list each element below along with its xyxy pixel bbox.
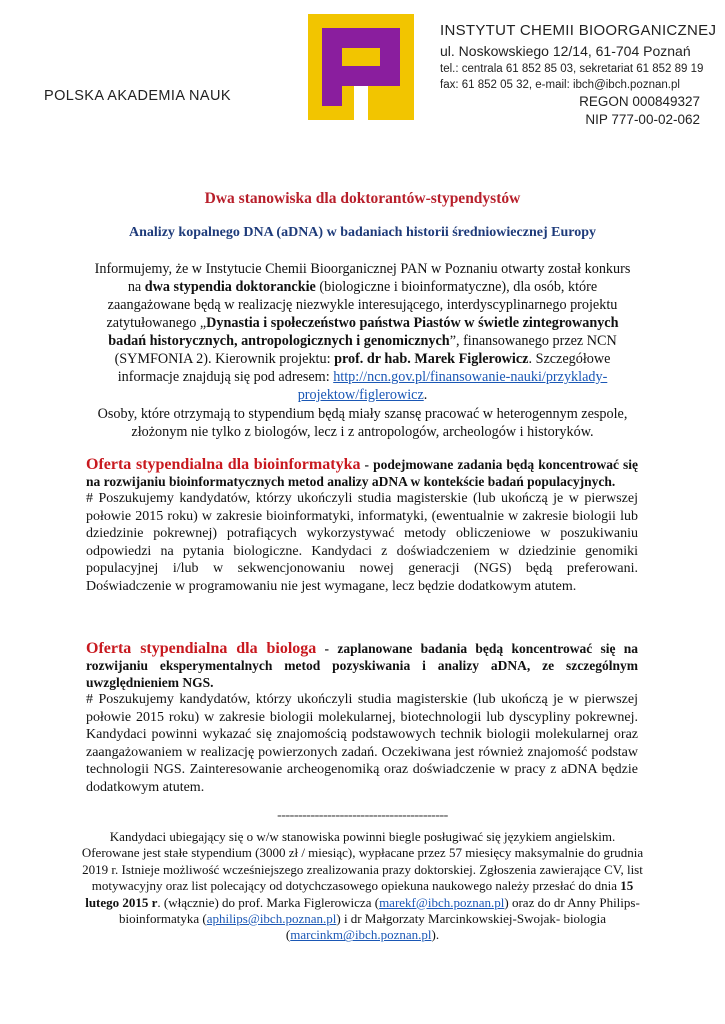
offer-biologist-heading [86,640,638,691]
offer-dash: - [316,641,338,656]
offer-dash: - [360,457,374,472]
footer-text-5: ). [431,927,440,943]
offer-bioinformatician-lead: podejmowane zadania będą koncentrować się na rozwijaniu bioinformatycznych metod analizy aDNA w kontekście badań populacyjnych. [86,457,638,489]
project-link[interactable]: http://ncn.gov.pl/finansowanie-nauki/przyklady-projektow/figlerowicz [297,369,608,403]
offer-bioinformatician [86,456,638,595]
project-title: Dynastia i społeczeństwo państwa Piastów w świetle zintegrowanych badań historycznych, antropologicznych i genomicznych [108,315,619,349]
institute-regon: REGON 000849327 [579,94,700,109]
separator: ----------------------------------------- [277,808,448,823]
email-link-marekf[interactable]: marekf@ibch.poznan.pl [379,894,505,910]
institute-name: INSTYTUT CHEMII BIOORGANICZNEJ [440,22,717,39]
institute-address: ul. Noskowskiego 12/14, 61-704 Poznań [440,43,691,59]
project-leader: prof. dr hab. Marek Figlerowicz [334,351,529,367]
offer-bioinformatician-heading [86,456,638,490]
offer-bioinformatician-title: Oferta stypendialna dla bioinformatyka [86,456,361,473]
offer-biologist-lead: zaplanowane badania będą koncentrować się na rozwijaniu eksperymentalnych metod pozyskiwania i analizy aDNA, ze szczególnym uwzględnieniem NGS. [86,641,638,690]
institute-info [440,20,717,129]
offer-biologist-body: # Poszukujemy kandydatów, którzy ukończyli studia magisterskie (lub ukończą je w pierwszej połowie 2015 roku) w zakresie biologii molekularnej, biotechnologii lub dyscypliny pokrewnej. Kandydaci powinni wykazać się znajomością podstawowych technik biologii molekularnej oraz zaangażowaniem w realizację powierzonych zadań. Oczekiwana jest również znajomość podstaw technologii NGS. Zainteresowanie archeogenomiką oraz doświadczenie w pracy z aDNA będzie dodatkowym atutem. [86,692,638,795]
footer-paragraph [80,829,645,944]
email-link-marcinkm[interactable]: marcinkm@ibch.poznan.pl [290,927,432,943]
deadline-date: 15 lutego 2015 r [85,878,634,910]
team-paragraph: Osoby, które otrzymają to stypendium będą miały szansę pracować w heterogennym zespole, złożonym nie tylko z biologów, lecz i z antropologów, archeologów i historyków. [97,406,628,440]
page-title: Dwa stanowiska dla doktorantów-stypendystów [204,190,521,207]
intro-text-1: Informujemy, że w Instytucie Chemii Bioorganicznej PAN w Poznaniu otwarty został konkurs na [94,261,631,295]
intro-bold-1: dwa stypendia doktoranckie [144,279,316,295]
intro-text-4: . Szczegółowe informacje znajdują się pod adresem: [117,351,611,385]
footer-text-4: ) i dr Małgorzaty Marcinkowskiej-Swojak- biologia ( [285,911,607,943]
intro-text-2: (biologiczne i bioinformatyczne), dla osób, które zaangażowane będą w realizację niezwykle interesującego, interdyscyplinarnego projektu zatytułowanego „ [106,279,618,331]
institute-nip: NIP 777-00-02-062 [585,112,700,127]
academy-name: POLSKA AKADEMIA NAUK [44,88,231,104]
offer-biologist-title: Oferta stypendialna dla biologa [86,640,317,657]
page-subtitle: Analizy kopalnego DNA (aDNA) w badaniach historii średniowiecznej Europy [129,225,596,240]
email-link-aphilips[interactable]: aphilips@ibch.poznan.pl [206,911,337,927]
offer-bioinformatician-body: # Poszukujemy kandydatów, którzy ukończyli studia magisterskie (lub ukończą je w pierwszej połowie 2015 roku) w zakresie bioinformatyki, informatyki, (ewentualnie w zakresie biologii lub dziedzinie pokrewnej) potrafiących wykorzystywać metody obliczeniowe w poszukiwaniu odpowiedzi na pytania biologiczne. Kandydaci z doświadczeniem w dziedzinie genomiki populacyjnej i/lub w sekwencjonowaniu nowej generacji (NGS) będą preferowani. Doświadczenie w programowaniu nie jest wymagane, lecz będzie dodatkowym atutem. [86,491,638,594]
footer-text-3: ) oraz do dr Anny Philips- bioinformatyka ( [118,894,640,927]
intro-text-3: ”, finansowanego przez NCN (SYMFONIA 2). Kierownik projektu: [114,333,617,367]
intro-paragraph [90,260,635,404]
intro-text-5: . [423,387,428,403]
footer-text-1: Kandydaci ubiegający się o w/w stanowiska powinni biegle posługiwać się językiem angielskim. Oferowane jest stałe stypendium (3000 zł / miesiąc), wypłacane przez 57 miesięcy maksymalnie do grudnia 2019 r. Istnieje możliwość wcześniejszego zrealizowania prazy doktorskiej. Zgłoszenia zawierające CV, list motywacyjny oraz list polecający od dotychczasowego opiekuna naukowego należy przesłać do dnia [81,829,644,894]
institute-logo [308,14,414,120]
institute-phone: tel.: centrala 61 852 85 03, sekretariat 61 852 89 19 [440,63,704,75]
footer-text-2: . (włącznie) do prof. Marka Figlerowicza ( [157,894,380,910]
offer-biologist [86,640,638,796]
institute-fax-email: fax: 61 852 05 32, e-mail: ibch@ibch.poznan.pl [440,79,680,91]
